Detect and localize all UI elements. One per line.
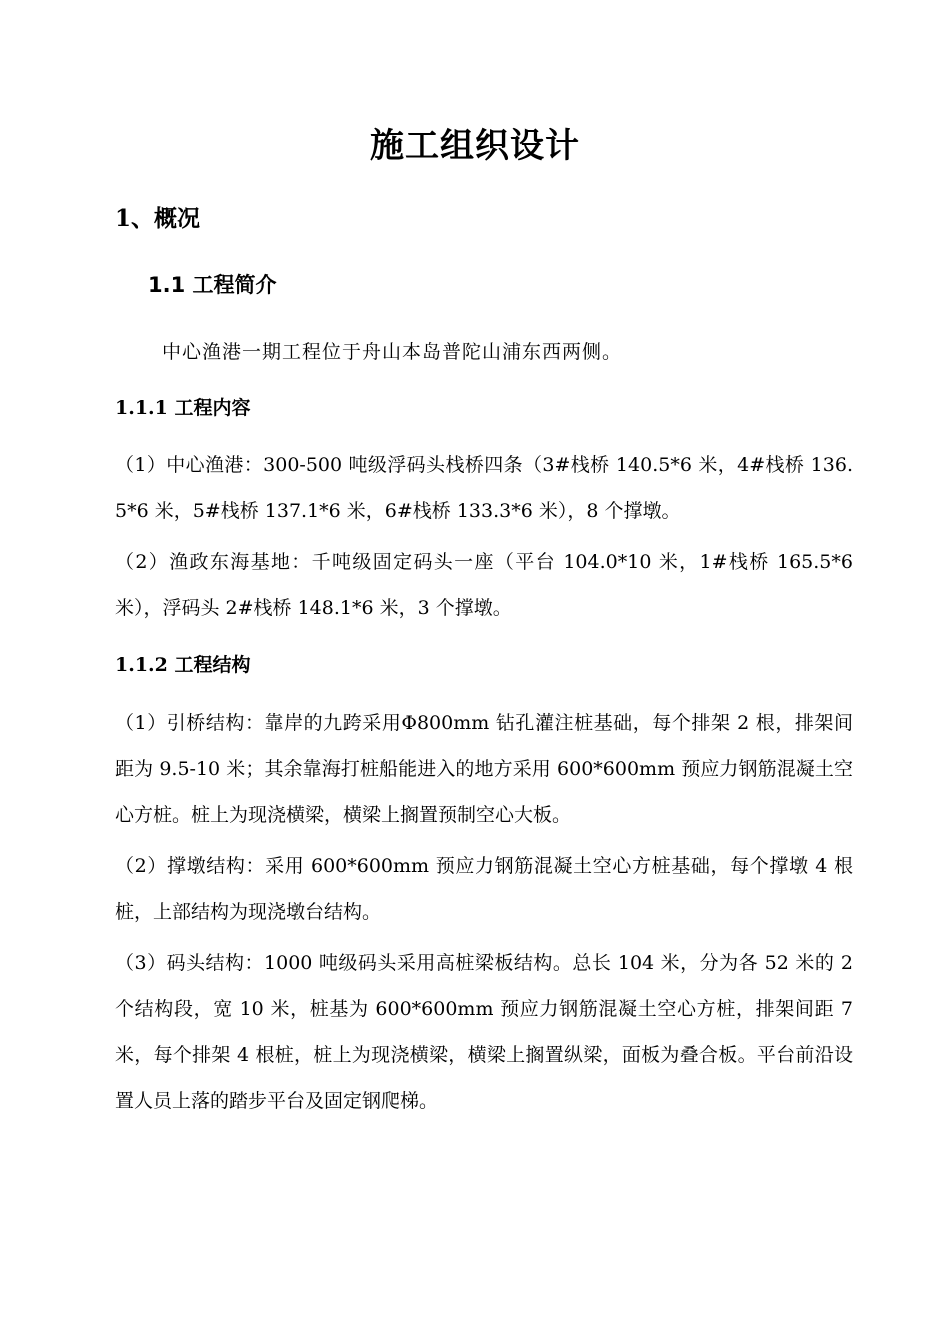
subsubsection-heading-project-structure: 1.1.2 工程结构 — [115, 654, 251, 676]
intro-paragraph: 中心渔港一期工程位于舟山本岛普陀山浦东西两侧。 — [162, 341, 623, 363]
structure-item: （1）引桥结构：靠岸的九跨采用Φ800mm 钻孔灌注桩基础，每个排架 2 根，排架间距为 9.5-10 米；其余靠海打桩船能进入的地方采用 600*600mm 预应力钢筋混凝土空心方桩。桩上为现浇横梁，横梁上搁置预制空心大板。 — [115, 712, 853, 826]
document-title: 施工组织设计 — [370, 126, 580, 166]
subsection-heading-project-intro: 1.1 工程简介 — [148, 273, 277, 297]
content-item: （1）中心渔港：300-500 吨级浮码头栈桥四条（3#栈桥 140.5*6 米，4#栈桥 136.5*6 米，5#栈桥 137.1*6 米，6#栈桥 133.3*6 米），8 个撑墩。 — [115, 454, 853, 522]
section-heading-overview: 1、概况 — [115, 205, 201, 232]
subsubsection-heading-project-content: 1.1.1 工程内容 — [115, 397, 251, 419]
structure-item: （3）码头结构：1000 吨级码头采用高桩梁板结构。总长 104 米，分为各 52 米的 2 个结构段，宽 10 米，桩基为 600*600mm 预应力钢筋混凝土空心方桩，排架间距 7 米，每个排架 4 根桩，桩上为现浇横梁，横梁上搁置纵梁，面板为叠合板。平台前沿设置人员上落的踏步平台及固定钢爬梯。 — [115, 952, 853, 1112]
structure-item: （2）撑墩结构：采用 600*600mm 预应力钢筋混凝土空心方桩基础，每个撑墩 4 根桩，上部结构为现浇墩台结构。 — [115, 855, 853, 923]
content-item: （2）渔政东海基地：千吨级固定码头一座（平台 104.0*10 米，1#栈桥 165.5*6 米），浮码头 2#栈桥 148.1*6 米，3 个撑墩。 — [115, 551, 853, 619]
